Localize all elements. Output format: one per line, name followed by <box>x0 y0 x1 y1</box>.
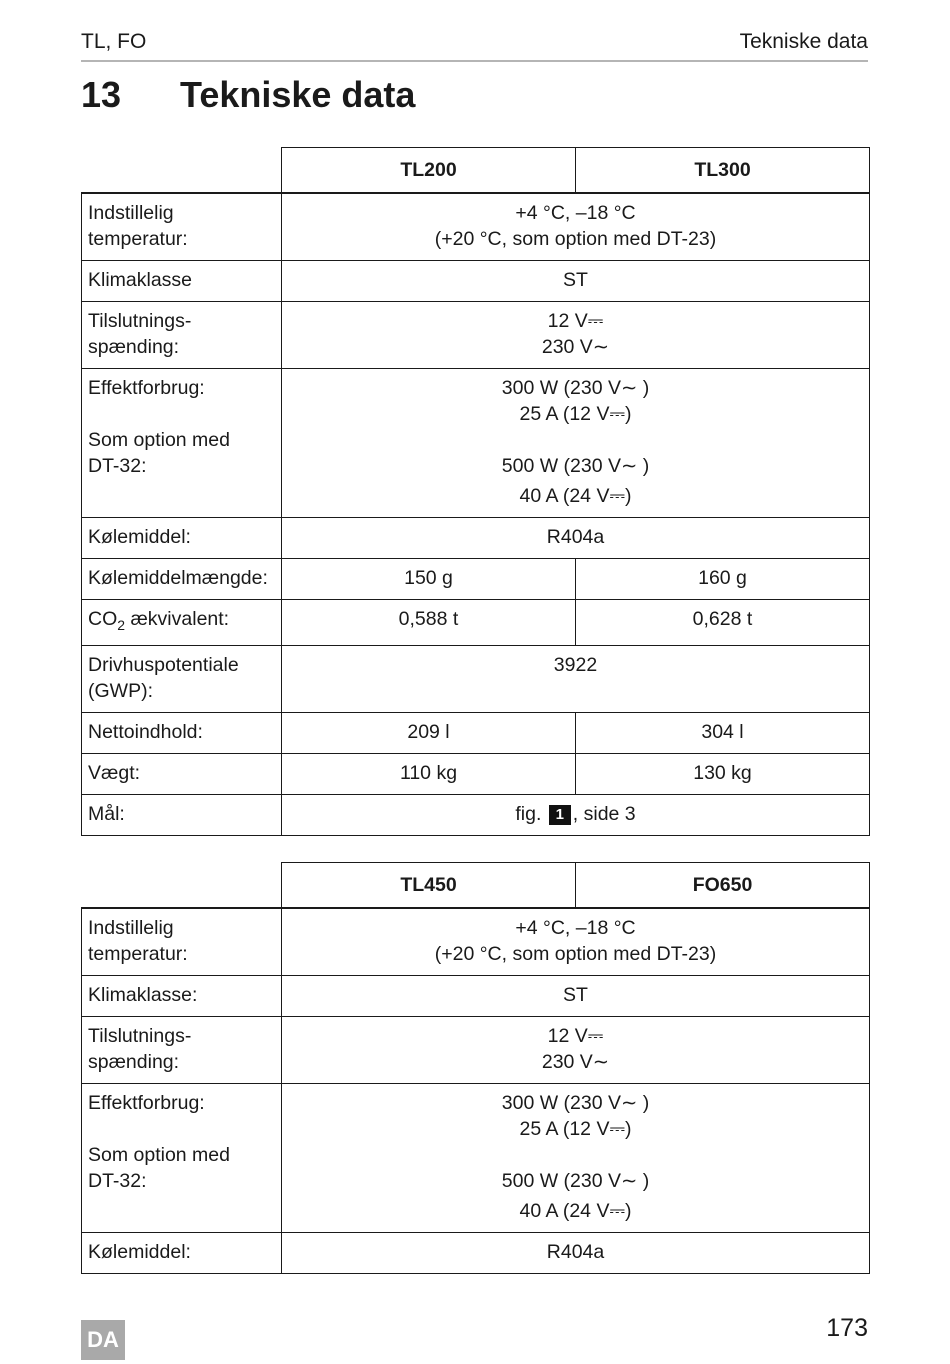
header-blank-cell <box>82 148 282 194</box>
language-badge: DA <box>81 1320 125 1360</box>
row-label: Mål: <box>82 795 282 836</box>
table-row <box>82 713 870 754</box>
row-value: 12 V⎓ 230 V∼ <box>282 1017 870 1084</box>
table-row <box>82 193 870 261</box>
row-value: R404a <box>282 518 870 559</box>
table-row <box>82 302 870 369</box>
page-number: 173 <box>826 1314 868 1342</box>
table-row <box>82 1233 870 1274</box>
row-value: +4 °C, –18 °C (+20 °C, som option med DT-23) <box>282 193 870 261</box>
row-value: 3922 <box>282 646 870 713</box>
spec-table-tl200-tl300 <box>81 147 870 836</box>
row-label: Indstillelig temperatur: <box>82 193 282 261</box>
table-row <box>82 908 870 976</box>
row-label: Drivhuspotentiale (GWP): <box>82 646 282 713</box>
row-value: 304 l <box>576 713 870 754</box>
row-value: 110 kg <box>282 754 576 795</box>
chapter-title: Tekniske data <box>180 74 416 115</box>
model-header: TL300 <box>576 148 870 194</box>
table-row <box>82 1017 870 1084</box>
row-label: Klimaklasse: <box>82 976 282 1017</box>
row-label: Indstillelig temperatur: <box>82 908 282 976</box>
table-header-row <box>82 148 870 194</box>
table-row <box>82 518 870 559</box>
row-label: Kølemiddelmængde: <box>82 559 282 600</box>
row-value: fig. 1 , side 3 <box>282 795 870 836</box>
row-label: Kølemiddel: <box>82 1233 282 1274</box>
row-label: $CO_2$ ækvivalent: <box>82 600 282 646</box>
row-label: Klimaklasse <box>82 261 282 302</box>
row-value: 130 kg <box>576 754 870 795</box>
row-label: Kølemiddel: <box>82 518 282 559</box>
running-header-left: TL, FO <box>81 30 147 53</box>
model-header: TL450 <box>282 863 576 909</box>
chapter-number: 13 <box>81 74 122 115</box>
table-row <box>82 1084 870 1233</box>
row-value: 300 W (230 V∼ ) 25 A (12 V⎓) 500 W (230 V∼ ) 40 A (24 V⎓) <box>282 1084 870 1233</box>
table-row <box>82 976 870 1017</box>
row-value: 160 g <box>576 559 870 600</box>
row-value: R404a <box>282 1233 870 1274</box>
table-row <box>82 754 870 795</box>
row-value: +4 °C, –18 °C (+20 °C, som option med DT-23) <box>282 908 870 976</box>
row-value: ST <box>282 976 870 1017</box>
model-header: TL200 <box>282 148 576 194</box>
model-header: FO650 <box>576 863 870 909</box>
running-header-right: Tekniske data <box>739 30 868 53</box>
header-blank-cell <box>82 863 282 909</box>
table-row <box>82 795 870 836</box>
table-row <box>82 559 870 600</box>
row-value: 300 W (230 V∼ ) 25 A (12 V⎓) 500 W (230 V∼ ) 40 A (24 V⎓) <box>282 369 870 518</box>
row-value: 0,588 t <box>282 600 576 646</box>
row-label: Nettoindhold: <box>82 713 282 754</box>
row-label: Tilslutnings- spænding: <box>82 302 282 369</box>
table-header-row <box>82 863 870 909</box>
table-row <box>82 600 870 646</box>
row-value: 209 l <box>282 713 576 754</box>
row-label: Effektforbrug: Som option med DT-32: <box>82 369 282 518</box>
row-label: Tilslutnings- spænding: <box>82 1017 282 1084</box>
spec-table-tl450-fo650 <box>81 862 870 1274</box>
row-value: ST <box>282 261 870 302</box>
figure-reference-badge: 1 <box>549 805 571 825</box>
row-value: 0,628 t <box>576 600 870 646</box>
row-label: Vægt: <box>82 754 282 795</box>
row-label: Effektforbrug: Som option med DT-32: <box>82 1084 282 1233</box>
table-row <box>82 261 870 302</box>
row-value: 12 V⎓ 230 V∼ <box>282 302 870 369</box>
table-row <box>82 646 870 713</box>
header-divider <box>81 60 868 62</box>
row-value: 150 g <box>282 559 576 600</box>
table-row <box>82 369 870 518</box>
